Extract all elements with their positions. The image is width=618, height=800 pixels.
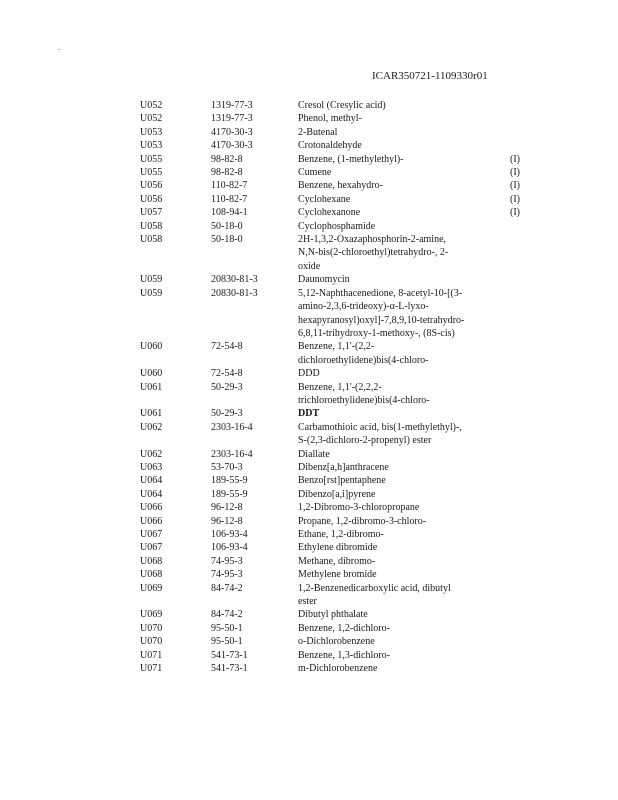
table-row <box>0 193 618 206</box>
waste-code: U067 <box>140 529 163 540</box>
waste-code: U056 <box>140 193 163 205</box>
substance-name-line: 2H-1,3,2-Oxazaphosphorin-2-amine, <box>298 234 447 246</box>
waste-code: U066 <box>140 515 163 527</box>
cas-number: 20830-81-3 <box>211 287 258 299</box>
waste-code: U067 <box>140 542 163 554</box>
table-row <box>0 233 618 273</box>
table-row <box>0 582 618 609</box>
table-row <box>0 153 618 166</box>
cas-number: 84-74-2 <box>211 582 243 594</box>
substance-name-line: N,N-bis(2-chloroethyl)tetrahydro-, 2- <box>298 247 449 259</box>
substance-name-line: m-Dichlorobenzene <box>298 663 378 675</box>
cas-number: 50-29-3 <box>211 408 243 420</box>
cas-number: 1319-77-3 <box>211 113 253 125</box>
substance-name-line: Methane, dibromo- <box>298 555 376 567</box>
table-row <box>0 139 618 152</box>
substance-name-line: Benzene, 1,3-dichloro- <box>298 649 390 661</box>
waste-code: U053 <box>140 140 163 152</box>
cas-number: 2303-16-4 <box>211 421 253 433</box>
cas-number: 95-50-1 <box>211 622 243 634</box>
substance-name <box>298 662 506 675</box>
table-row <box>0 461 618 474</box>
substance-name-line: Propane, 1,2-dibromo-3-chloro- <box>298 515 427 527</box>
waste-code: U064 <box>140 488 163 500</box>
waste-code: U058 <box>140 234 163 246</box>
substance-name <box>298 568 506 581</box>
substance-name-line: DDT <box>298 408 320 420</box>
substance-name-line: S-(2,3-dichloro-2-propenyl) ester <box>298 435 432 447</box>
substance-name <box>298 474 506 487</box>
table-row <box>0 367 618 380</box>
cas-number: 50-29-3 <box>211 381 243 393</box>
substance-name <box>298 421 506 448</box>
substance-name <box>298 99 506 112</box>
substance-name <box>298 448 506 461</box>
cas-number: 110-82-7 <box>211 180 248 192</box>
table-row <box>0 381 618 408</box>
table-row <box>0 220 618 233</box>
table-row <box>0 448 618 461</box>
cas-number: 74-95-3 <box>211 555 243 567</box>
substance-name-line: Dibutyl phthalate <box>298 609 368 621</box>
waste-code: U055 <box>140 153 163 165</box>
substance-name-line: Ethane, 1,2-dibromo- <box>298 529 384 540</box>
substance-name <box>298 112 506 125</box>
substance-name-line: dichloroethylidene)bis(4-chloro- <box>298 354 429 366</box>
substance-name-line: Carbamothioic acid, bis(1-methylethyl)-, <box>298 421 462 433</box>
substance-name <box>298 193 506 206</box>
substance-name-line: Dibenz[a,h]anthracene <box>298 461 389 473</box>
cas-number: 50-18-0 <box>211 234 243 246</box>
waste-code: U068 <box>140 569 163 581</box>
table-row <box>0 179 618 192</box>
table-row <box>0 649 618 662</box>
substance-name <box>298 635 506 648</box>
cas-number: 72-54-8 <box>211 341 243 353</box>
substance-name <box>298 582 506 609</box>
cas-number: 541-73-1 <box>211 663 248 675</box>
substance-name-line: Benzene, (1-methylethyl)- <box>298 153 404 165</box>
table-row <box>0 126 618 139</box>
hazard-code: (I) <box>510 193 520 205</box>
waste-code: U061 <box>140 408 163 420</box>
waste-code: U066 <box>140 502 163 514</box>
table-row <box>0 287 618 341</box>
substance-name <box>298 126 506 139</box>
table-row <box>0 206 618 219</box>
substance-name-line: Dibenzo[a,i]pyrene <box>298 488 376 500</box>
waste-code: U062 <box>140 448 163 460</box>
hazard-code: (I) <box>510 207 520 219</box>
cas-number: 95-50-1 <box>211 636 243 648</box>
table-row <box>0 541 618 554</box>
substance-name <box>298 166 506 179</box>
substance-name <box>298 367 506 380</box>
waste-code: U060 <box>140 368 163 380</box>
substance-name-line: 5,12-Naphthacenedione, 8-acetyl-10-[(3- <box>298 287 463 299</box>
substance-name-line: Benzene, 1,2-dichloro- <box>298 622 390 634</box>
cas-number: 98-82-8 <box>211 167 243 179</box>
substance-name-line: Benzene, 1,1'-(2,2- <box>298 341 375 353</box>
waste-code: U063 <box>140 461 163 473</box>
substance-name-line: ester <box>298 596 317 608</box>
substance-name <box>298 501 506 514</box>
substance-name-line: Cumene <box>298 167 332 179</box>
cas-number: 96-12-8 <box>211 515 243 527</box>
cas-number: 189-55-9 <box>211 488 248 500</box>
substance-name <box>298 381 506 408</box>
table-row <box>0 421 618 448</box>
waste-code: U056 <box>140 180 163 192</box>
waste-code: U071 <box>140 663 163 675</box>
substance-name-line: DDD <box>298 368 320 380</box>
table-row <box>0 474 618 487</box>
substance-name-line: 1,2-Dibromo-3-chloropropane <box>298 502 420 514</box>
cas-number: 2303-16-4 <box>211 448 253 460</box>
substance-name-line: 6,8,11-trihydroxy-1-methoxy-, (8S-cis) <box>298 327 455 339</box>
table-row <box>0 608 618 621</box>
table-row <box>0 99 618 112</box>
table-row <box>0 488 618 501</box>
document-id: ICAR350721-1109330r01 <box>372 70 488 82</box>
substance-name <box>298 233 506 273</box>
hazard-code: (I) <box>510 167 520 179</box>
substance-name <box>298 340 506 367</box>
cas-number: 20830-81-3 <box>211 274 258 286</box>
table-row <box>0 662 618 675</box>
substance-name-line: Ethylene dibromide <box>298 542 378 554</box>
waste-code: U057 <box>140 207 163 219</box>
substance-name-line: Cyclohexanone <box>298 207 361 219</box>
substance-name-line: hexapyranosyl)oxyl]-7,8,9,10-tetrahydro- <box>298 314 465 326</box>
hazard-code: (I) <box>510 153 520 165</box>
substance-name <box>298 541 506 554</box>
waste-code: U071 <box>140 649 163 661</box>
substance-name <box>298 515 506 528</box>
cas-number: 106-93-4 <box>211 542 248 554</box>
cas-number: 53-70-3 <box>211 461 243 473</box>
substance-name <box>298 555 506 568</box>
waste-code: U070 <box>140 622 163 634</box>
table-row <box>0 622 618 635</box>
substance-name <box>298 488 506 501</box>
substance-name-line: Cyclophosphamide <box>298 220 376 232</box>
hazardous-waste-table <box>0 99 618 675</box>
substance-name-line: trichloroethylidene)bis(4-chloro- <box>298 394 430 406</box>
substance-name-line: Cresol (Cresylic acid) <box>298 100 386 111</box>
substance-name-line: Daunomycin <box>298 274 350 286</box>
substance-name <box>298 608 506 621</box>
waste-code: U059 <box>140 274 163 286</box>
table-row <box>0 635 618 648</box>
substance-name <box>298 407 506 420</box>
table-row <box>0 273 618 286</box>
waste-code: U060 <box>140 341 163 353</box>
waste-code: U059 <box>140 287 163 299</box>
corner-dot: . <box>58 43 60 52</box>
cas-number: 98-82-8 <box>211 153 243 165</box>
substance-name-line: Benzene, 1,1'-(2,2,2- <box>298 381 382 393</box>
waste-code: U068 <box>140 555 163 567</box>
cas-number: 1319-77-3 <box>211 100 253 111</box>
waste-code: U062 <box>140 421 163 433</box>
waste-code: U061 <box>140 381 163 393</box>
cas-number: 72-54-8 <box>211 368 243 380</box>
waste-code: U069 <box>140 582 163 594</box>
cas-number: 74-95-3 <box>211 569 243 581</box>
cas-number: 4170-30-3 <box>211 126 253 138</box>
substance-name-line: o-Dichlorobenzene <box>298 636 375 648</box>
substance-name-line: Cyclohexane <box>298 193 351 205</box>
substance-name-line: 2-Butenal <box>298 126 338 138</box>
substance-name-line: Benzene, hexahydro- <box>298 180 383 192</box>
substance-name <box>298 139 506 152</box>
cas-number: 541-73-1 <box>211 649 248 661</box>
waste-code: U064 <box>140 475 163 487</box>
substance-name <box>298 179 506 192</box>
substance-name-line: Methylene bromide <box>298 569 377 581</box>
table-row <box>0 568 618 581</box>
table-row <box>0 515 618 528</box>
cas-number: 110-82-7 <box>211 193 248 205</box>
substance-name-line: amino-2,3,6-trideoxy)-α-L-lyxo- <box>298 301 429 313</box>
substance-name-line: Crotonaldehyde <box>298 140 362 152</box>
substance-name-line: Diallate <box>298 448 330 460</box>
waste-code: U070 <box>140 636 163 648</box>
cas-number: 108-94-1 <box>211 207 248 219</box>
cas-number: 4170-30-3 <box>211 140 253 152</box>
table-row <box>0 407 618 420</box>
substance-name <box>298 622 506 635</box>
substance-name <box>298 153 506 166</box>
cas-number: 189-55-9 <box>211 475 248 487</box>
substance-name <box>298 273 506 286</box>
cas-number: 106-93-4 <box>211 529 248 540</box>
waste-code: U052 <box>140 113 163 125</box>
table-row <box>0 166 618 179</box>
substance-name-line: Benzo[rst]pentaphene <box>298 475 386 487</box>
substance-name <box>298 220 506 233</box>
table-row <box>0 340 618 367</box>
substance-name <box>298 287 506 341</box>
substance-name <box>298 649 506 662</box>
substance-name-line: 1,2-Benzenedicarboxylic acid, dibutyl <box>298 582 451 594</box>
table-row <box>0 501 618 514</box>
cas-number: 84-74-2 <box>211 609 243 621</box>
hazard-code: (I) <box>510 180 520 192</box>
cas-number: 50-18-0 <box>211 220 243 232</box>
substance-name <box>298 461 506 474</box>
waste-code: U058 <box>140 220 163 232</box>
table-row <box>0 555 618 568</box>
table-row <box>0 112 618 125</box>
table-row <box>0 528 618 541</box>
waste-code: U055 <box>140 167 163 179</box>
waste-code: U053 <box>140 126 163 138</box>
substance-name-line: Phenol, methyl- <box>298 113 362 125</box>
substance-name-line: oxide <box>298 260 321 272</box>
waste-code: U052 <box>140 100 163 111</box>
waste-code: U069 <box>140 609 163 621</box>
substance-name <box>298 528 506 541</box>
substance-name <box>298 206 506 219</box>
cas-number: 96-12-8 <box>211 502 243 514</box>
